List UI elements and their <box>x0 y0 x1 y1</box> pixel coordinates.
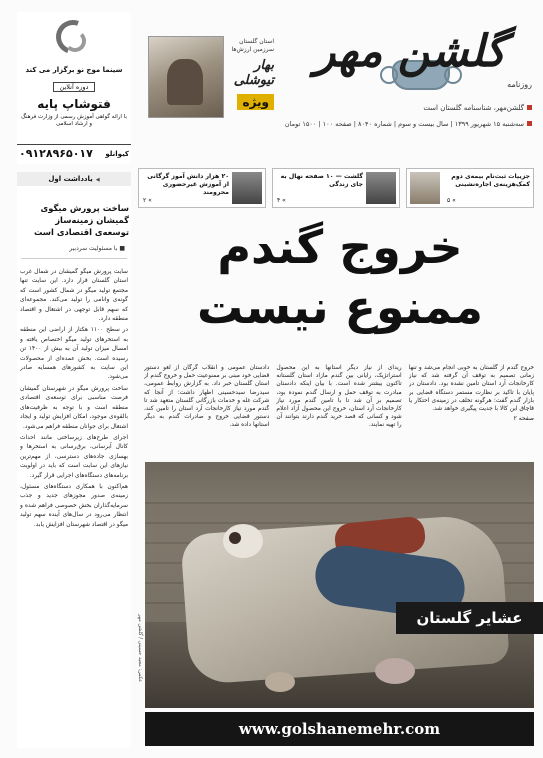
teaser-text: جزییات ثبت‌نام بیمه‌ی دوم کمک‌هزینه‌ی اجاره‌نشینی <box>451 173 530 188</box>
nomads-photo <box>145 462 534 708</box>
teaser-text: ۲۰ هزار دانش آموز گرگانی از آموزش غیرحضوری محرومند <box>147 173 229 196</box>
paragraph: سایت پرورش میگو گمیشان در شمال غرب استان گلستان قرار دارد. این سایت تنها مجتمع تولید میگو در شمال کشور است که گونه‌ی وانامی را تولید می‌کند. مجموعه‌ای که سهم قابل توجهی در اشتغال و اقتصاد منطقه دارد. <box>20 269 128 323</box>
photo-credit: عکس: مجید حسینی / گلشن مهر <box>137 614 143 683</box>
photoshop-course-ad[interactable] <box>17 12 131 164</box>
special-line-1: استان گلستان <box>239 38 274 45</box>
ad-course-badge: دوره آنلاین <box>53 82 96 92</box>
teaser-item[interactable] <box>272 168 400 208</box>
teaser-thumbnail <box>366 172 396 204</box>
lead-column-text: خروج گندم از گلستان به خوبی انجام می‌شد و تنها زمانی تصمیم به توقف آن گرفته شد که نیاز کارخانجات آرد استان تامین نشده بود. دادستان در پایان با تاکید بر نظارت مستمر دستگاه قضایی بر بازار گندم گفت: هرگونه تخلف در زمینه‌ی احتکار یا قاچاق این کالا با جدیت پیگیری خواهد شد. <box>408 365 534 413</box>
teaser-strip <box>138 168 534 208</box>
special-issue-thumbnail[interactable] <box>144 34 274 124</box>
paragraph: اجرای طرح‌های زیرساختی مانند احداث کانال آبرسانی، برق‌رسانی به استخرها و بهسازی جاده‌های دسترسی، از مهم‌ترین نیازهای این سایت است که باید در اولویت برنامه‌های دستگاه‌های اجرایی قرار گیرد. <box>20 434 128 479</box>
teaser-item[interactable] <box>406 168 534 208</box>
slogan: گلشن‌مهر، شناسنامه گلستان است <box>423 104 532 112</box>
special-badge: ویژه <box>237 94 274 110</box>
website-url-bar[interactable]: www.golshanemehr.com <box>145 712 534 746</box>
divider <box>21 258 127 259</box>
editorial-sidebar <box>17 172 131 748</box>
lead-article <box>144 364 534 450</box>
special-issue-text <box>220 38 274 110</box>
teaser-page-ref: » ۴ <box>277 197 286 204</box>
sidebar-header: ◀ یادداشت اول <box>17 172 131 186</box>
photo-caption-label: عشایر گلستان <box>396 602 543 634</box>
ad-phone-number[interactable]: ۰۹۱۲۸۹۶۵۰۱۷ <box>19 147 93 160</box>
masthead <box>284 8 536 128</box>
lead-column <box>409 364 534 450</box>
slipper-icon <box>375 658 415 684</box>
teaser-thumbnail <box>232 172 262 204</box>
editorial-source: ■ با مسئولیت سردبیر <box>69 245 125 252</box>
ad-course-name: فتوشاپ پایه <box>37 97 111 111</box>
editorial-body <box>20 268 128 738</box>
red-square-icon <box>527 121 532 126</box>
special-script: بهار تیوشلی <box>233 58 274 88</box>
headline-line-2: ممنوع نیست <box>197 280 483 334</box>
paragraph: در سطح ۱۱۰۰ هکتار از اراضی این منطقه به استخرهای تولید میگو اختصاص یافته و امسال میزان تولید آن به بیش از ۱۴۰۰ تن رسیده است. بخش عمده‌ای از محصولات این سایت به کشورهای همسایه صادر می‌شود. <box>20 327 128 381</box>
teaser-page-ref: » ۵ <box>447 197 456 204</box>
daily-label: روزنامه <box>507 80 532 89</box>
paragraph: ساخت پرورش میگو در شهرستان گمیشان فرصت مناسبی برای توسعه‌ی اقتصادی منطقه است و با توجه به ظرفیت‌های بالقوه‌ی موجود، امکان افزایش تولید و ایجاد اشتغال برای جوانان منطقه فراهم می‌شود. <box>20 385 128 430</box>
teaser-page-ref: » ۲ <box>143 197 152 204</box>
ad-phone-label: کیوانلو <box>105 149 129 158</box>
person-figure-icon <box>167 59 203 105</box>
ad-phone-row <box>17 144 131 160</box>
editorial-title[interactable]: ساخت پرورش میگوی گمیشان زمینه‌ساز توسعه‌ی اقتصادی است <box>33 203 129 237</box>
continue-page-ref[interactable]: صفحه ۲ <box>513 415 534 423</box>
newspaper-logo: گلشن مهر <box>314 26 506 77</box>
paragraph: هم‌اکنون با همکاری دستگاه‌های مسئول، زمینه‌ی صدور مجوزهای جدید و جذب سرمایه‌گذاران بخش خصوصی فراهم شده و انتظار می‌رود در سال‌های آینده سهم تولید میگو در اقتصاد شهرستان افزایش یابد. <box>20 483 128 528</box>
slipper-icon <box>265 672 295 692</box>
headline-line-1: خروج گندم <box>217 220 463 274</box>
lead-column: ریدای از نیاز دیگر استانها به این محصول استراتژیک، رایانی بین گندم مازاد استان گلستانه تاکنون بیشتر شده است. با بیان اینکه دادستان مبادرت به توقف حمل و ارسال گندم نموده بود، تصمیم بر آن شد تا با تامین گندم مورد نیاز کارخانجات آرد استان، خروج این محصول آزاد اعلام شود و کسانی که قصد خرید گندم دارند بتوانند آن را تهیه نمایند. <box>276 365 402 429</box>
puppy-icon <box>223 524 263 558</box>
ad-title: سینما موج نو برگزار می کند <box>25 66 123 74</box>
lead-column: دادستان عمومی و انقلاب گرگان از لغو دستور قضایی خود مبنی بر ممنوعیت حمل و خروج گندم از استان گلستان خبر داد. به گزارش روابط عمومی، سیدرضا سیدحسینی اظهار داشت: از آنجا که شرکت غله و خدمات بازرگانی گلستان متعهد شد تا گندم مورد نیاز کارخانجات آرد استان را تامین کند، دستور قضایی خروج و صادرات گندم به دیگر استانها داده شد. <box>144 365 270 429</box>
special-line-2: سرزمین ارزش‌ها <box>231 46 274 53</box>
cinema-logo-icon <box>52 16 96 60</box>
issue-info: سه‌شنبه ۱۵ شهریور ۱۳۹۹ | سال بیست و سوم | شماره ۸۰۴۰ | صفحه ۱۰۰ | ۱۵۰۰ تومان <box>285 120 532 128</box>
teaser-thumbnail <box>410 172 440 204</box>
main-headline[interactable] <box>150 218 530 358</box>
teaser-item[interactable] <box>138 168 266 208</box>
special-issue-cover-image <box>148 36 224 118</box>
teaser-text: گلشت — ۱۰ صفحه نهال به جای زندگی <box>280 173 363 188</box>
ad-subtitle: با ارائه گواهی آموزش رسمی از وزارت فرهنگ و ارشاد اسلامی <box>21 114 127 127</box>
red-square-icon <box>527 105 532 110</box>
